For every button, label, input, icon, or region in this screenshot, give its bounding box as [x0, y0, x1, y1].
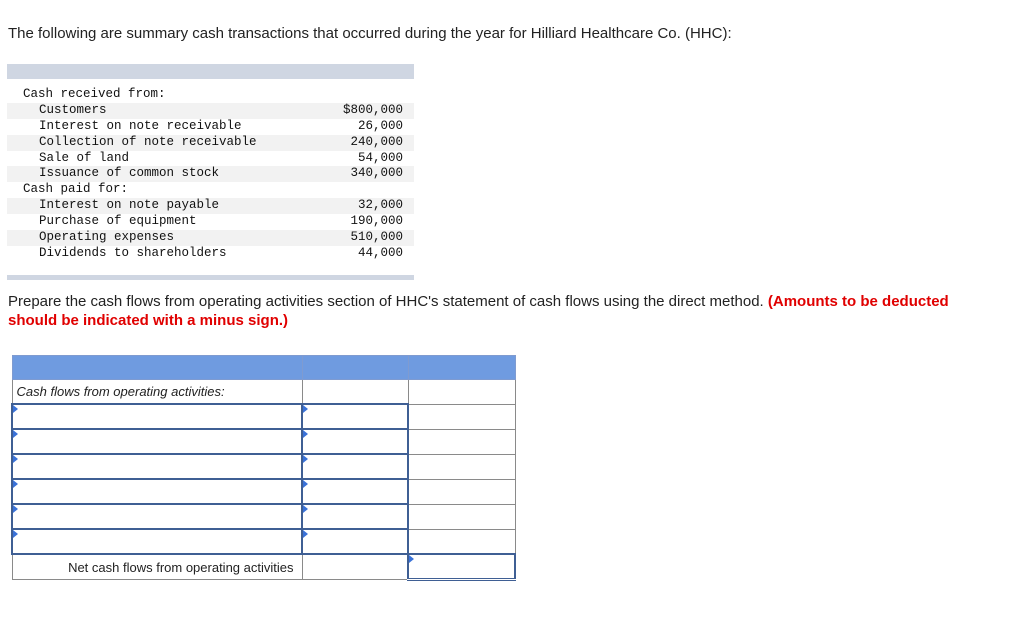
amount-input[interactable] [302, 529, 408, 554]
grid-row [12, 554, 515, 580]
row-amount: 32,000 [357, 198, 403, 213]
amount-input[interactable] [302, 504, 408, 529]
grid-row [12, 429, 515, 454]
table-row [7, 246, 414, 262]
grid-row [12, 404, 515, 429]
grid-row [12, 479, 515, 504]
grid-header-row [12, 356, 515, 380]
table-row [7, 214, 414, 230]
grid-cell [408, 529, 515, 554]
grid-cell [302, 380, 408, 405]
line-item-input[interactable] [12, 504, 302, 529]
row-label: Customers [39, 102, 107, 117]
row-label: Sale of land [39, 150, 130, 165]
instructions-note: (Amounts to be deducted should be indicated with a minus sign.) [8, 293, 949, 329]
row-amount: 190,000 [350, 214, 403, 229]
grid-cell [408, 454, 515, 479]
table-row [7, 135, 414, 151]
line-item-input[interactable] [12, 479, 302, 504]
table-row [7, 230, 414, 246]
grid-header-cell [302, 356, 408, 380]
row-label: Purchase of equipment [39, 214, 197, 229]
table-row [7, 182, 414, 198]
grid-cell [408, 380, 515, 405]
line-item-input[interactable] [12, 429, 302, 454]
row-label: Interest on note payable [39, 198, 220, 213]
table-row [7, 119, 414, 135]
row-amount: $800,000 [342, 102, 403, 117]
instructions [8, 292, 998, 330]
answer-grid [11, 355, 516, 581]
instructions-main: Prepare the cash flows from operating activities section of HHC's statement of cash flows using the direct method. [8, 293, 764, 310]
received-header: Cash received from: [23, 87, 166, 101]
row-amount: 54,000 [357, 150, 403, 165]
line-item-input[interactable] [12, 404, 302, 429]
row-amount: 44,000 [357, 245, 403, 260]
table-footer-bar [7, 275, 414, 280]
amount-input[interactable] [302, 429, 408, 454]
line-item-input[interactable] [12, 529, 302, 554]
grid-row [12, 454, 515, 479]
amount-input[interactable] [302, 454, 408, 479]
row-amount: 510,000 [350, 230, 403, 245]
row-amount: 26,000 [357, 118, 403, 133]
line-item-input[interactable] [12, 454, 302, 479]
table-row [7, 198, 414, 214]
row-label: Dividends to shareholders [39, 245, 227, 260]
amount-input[interactable] [302, 479, 408, 504]
table-row [7, 166, 414, 182]
grid-header-cell [12, 356, 302, 380]
row-amount: 340,000 [350, 166, 403, 181]
table-row [7, 151, 414, 167]
transactions-table [7, 64, 414, 280]
row-label: Issuance of common stock [39, 166, 220, 181]
row-label: Operating expenses [39, 230, 175, 245]
grid-cell [408, 404, 515, 429]
grid-row [12, 504, 515, 529]
grid-cell [408, 504, 515, 529]
table-row [7, 87, 414, 103]
row-amount: 240,000 [350, 134, 403, 149]
table-header-bar [7, 64, 414, 79]
intro-text: The following are summary cash transactions that occurred during the year for Hilliard Healthcare Co. (HHC): [8, 25, 732, 42]
grid-cell [408, 429, 515, 454]
total-input[interactable] [408, 554, 515, 580]
paid-header: Cash paid for: [23, 182, 129, 197]
grid-row [12, 380, 515, 405]
section-label: Cash flows from operating activities: [12, 380, 302, 405]
grid-header-cell [408, 356, 515, 380]
row-label: Collection of note receivable [39, 134, 257, 149]
row-label: Interest on note receivable [39, 118, 242, 133]
table-row [7, 103, 414, 119]
total-label: Net cash flows from operating activities [12, 554, 302, 580]
amount-input[interactable] [302, 404, 408, 429]
grid-row [12, 529, 515, 554]
grid-cell [302, 554, 408, 580]
grid-cell [408, 479, 515, 504]
